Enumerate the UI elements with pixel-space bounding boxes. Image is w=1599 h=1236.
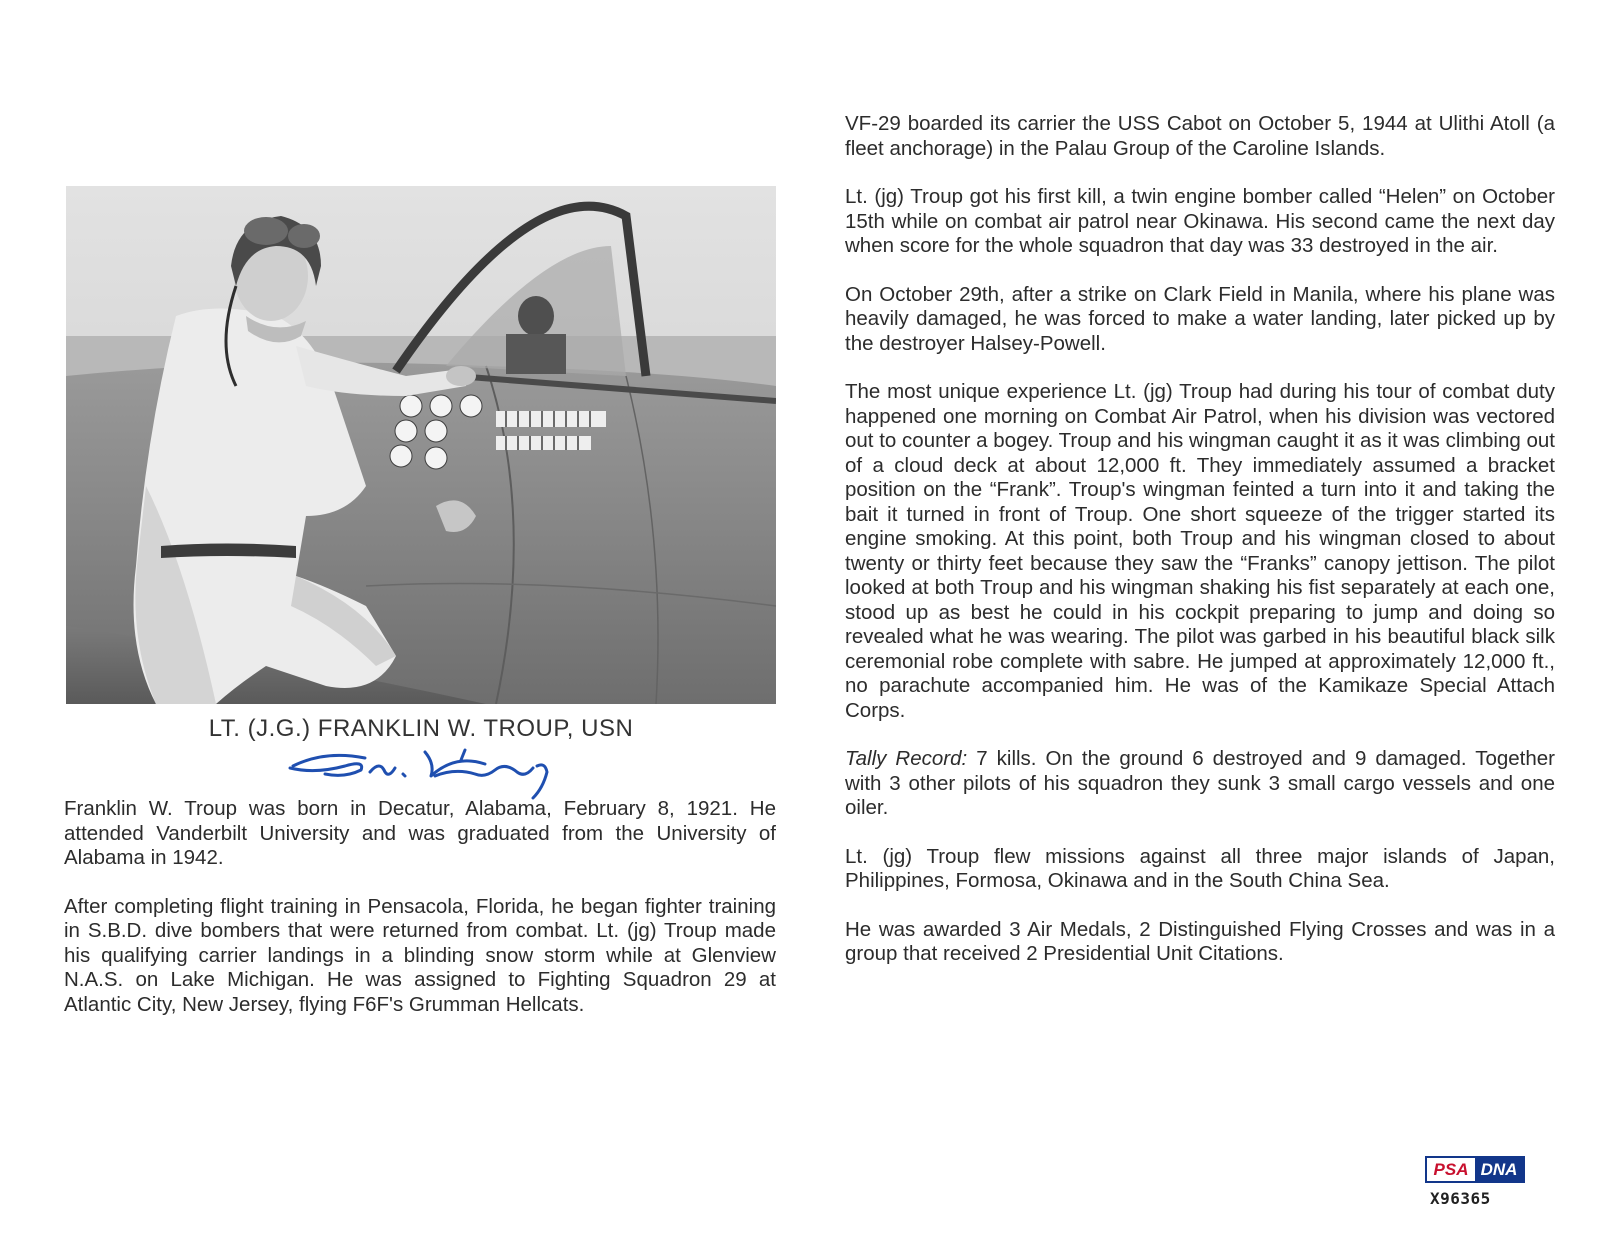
bio-paragraph-training: After completing flight training in Pensacola, Florida, he began fighter training in S.B.D. dive bombers that were returned from combat. Lt. (jg) Troup made his qualifying carrier landings in a blinding snow storm while at Glenview N.A.S. on Lake Michigan. He was assigned to Fighting Squadron 29 at Atlantic City, New Jersey, flying F6F's Grumman Hellcats. — [64, 894, 776, 1016]
paragraph-awards: He was awarded 3 Air Medals, 2 Distinguished Flying Crosses and was in a group that received 2 Presidential Unit Citations. — [845, 917, 1555, 965]
psa-logo-text: PSA — [1427, 1158, 1475, 1181]
autograph-signature — [285, 744, 575, 804]
paragraph-tally-record — [845, 747, 1555, 821]
pilot-photo-illustration — [66, 186, 776, 704]
photo-caption: LT. (J.G.) FRANKLIN W. TROUP, USN — [208, 715, 634, 742]
tally-record-text: 7 kills. On the ground 6 destroyed and 9 damaged. Together with 3 other pilots of his squadron they sunk 3 small cargo vessels and one oiler. — [845, 747, 1555, 819]
bio-paragraph-birth: Franklin W. Troup was born in Decatur, Alabama, February 8, 1921. He attended Vanderbilt University and was graduated from the University of Alabama in 1942. — [64, 797, 776, 869]
paragraph-water-landing: On October 29th, after a strike on Clark Field in Manila, where his plane was heavily damaged, he was forced to make a water landing, later picked up by the destroyer Halsey-Powell. — [845, 282, 1555, 355]
paragraph-missions: Lt. (jg) Troup flew missions against all three major islands of Japan, Philippines, Formosa, Okinawa and in the South China Sea. — [845, 844, 1555, 892]
pilot-photograph — [66, 186, 776, 704]
left-text-column — [64, 797, 776, 1041]
right-text-column — [845, 112, 1555, 991]
psa-dna-authentication-logo — [1425, 1156, 1525, 1183]
paragraph-first-kill: Lt. (jg) Troup got his first kill, a twin engine bomber called “Helen” on October 15th while on combat air patrol near Okinawa. His second came the next day when score for the whole squadron that day was 33 destroyed in the air. — [845, 185, 1555, 257]
paragraph-kamikaze-encounter: The most unique experience Lt. (jg) Troup had during his tour of combat duty happened one morning on Combat Air Patrol, when his division was vectored out to counter a bogey. Troup and his wingman caught it as it was climbing out of a cloud deck at about 12,000 ft. They immediately assumed a bracket position on the “Frank”. Troup's wingman feinted a turn into it and taking the bait it turned in front of Troup. One short squeeze of the trigger started its engine smoking. At this point, both Troup and his wingman closed to about twenty or thirty feet because they saw the “Franks” canopy jettison. The pilot looked at both Troup and his wingman shaking his fist separately at each one, stood up as best he could in his cockpit preparing to jump and doing so revealed what he was wearing. The pilot was garbed in his beautiful black silk ceremonial robe complete with sabre. He jumped at approximately 12,000 ft., no parachute accompanied him. He was of the Kamikaze Special Attach Corps. — [845, 380, 1555, 722]
dna-logo-text: DNA — [1475, 1158, 1523, 1181]
tally-record-label: Tally Record: — [845, 747, 968, 770]
signature-strokes — [285, 744, 575, 804]
paragraph-uss-cabot: VF-29 boarded its carrier the USS Cabot on October 5, 1944 at Ulithi Atoll (a fleet anchorage) in the Palau Group of the Caroline Islands. — [845, 112, 1555, 160]
certification-number: X96365 — [1430, 1189, 1491, 1208]
